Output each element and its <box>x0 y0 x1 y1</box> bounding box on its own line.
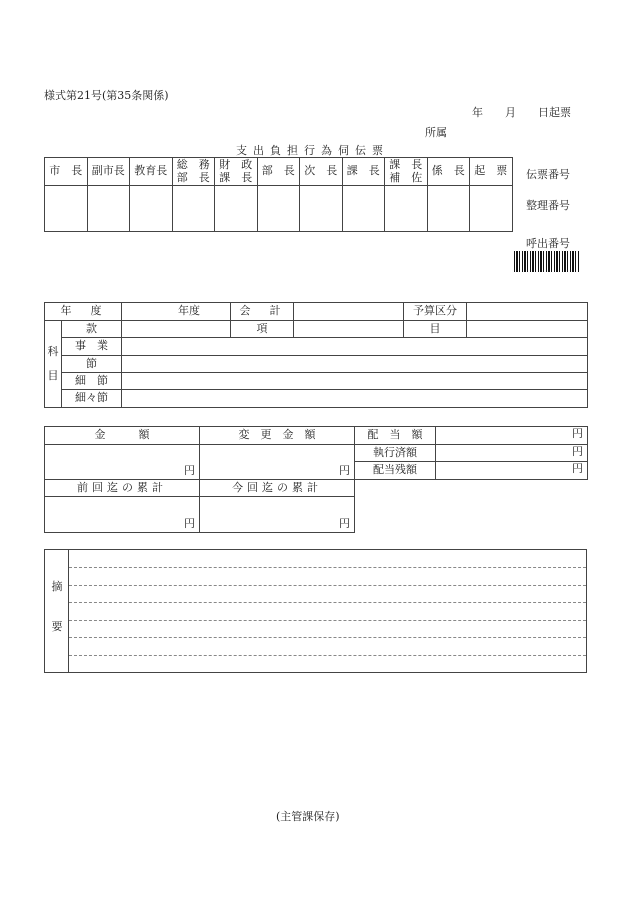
prev-total-field[interactable]: 円 <box>45 497 200 533</box>
barcode <box>514 251 580 272</box>
saisaisetsu-field[interactable] <box>122 390 588 408</box>
kou-field[interactable] <box>294 321 404 338</box>
change-amount-field[interactable]: 円 <box>200 445 355 480</box>
budget-class-label: 予算区分 <box>404 303 467 321</box>
page-title: 支出負担行為伺伝票 <box>236 144 389 157</box>
approval-col-label: 教育長 <box>130 158 173 186</box>
year-field[interactable]: 年度 <box>122 303 231 321</box>
saisetsu-field[interactable] <box>122 373 588 390</box>
executed-label: 執行済額 <box>355 445 436 462</box>
current-total-label: 今回迄の累計 <box>200 480 355 497</box>
subject-label: 科 目 <box>45 321 62 408</box>
saisaisetsu-label: 細々節 <box>62 390 122 408</box>
approval-col-label: 財 政 課 長 <box>215 158 258 186</box>
allotment-label: 配 当 額 <box>355 427 436 445</box>
reference-number-label: 整理番号 <box>526 199 570 212</box>
memo-line <box>69 655 586 656</box>
kou-label: 項 <box>231 321 294 338</box>
memo-label: 摘 要 <box>51 580 63 633</box>
approval-col-label: 課 長 <box>342 158 385 186</box>
kan-field[interactable] <box>122 321 231 338</box>
approval-stamp-cell[interactable] <box>45 186 88 232</box>
approval-stamp-cell[interactable] <box>342 186 385 232</box>
memo-line <box>69 585 586 586</box>
approval-stamp-cell[interactable] <box>385 186 428 232</box>
approval-col-label: 起 票 <box>470 158 513 186</box>
approval-col-label: 次 長 <box>300 158 343 186</box>
change-amount-label: 変 更 金 額 <box>200 427 355 445</box>
call-number-label: 呼出番号 <box>526 237 570 250</box>
memo-line <box>69 637 586 638</box>
prev-total-label: 前回迄の累計 <box>45 480 200 497</box>
approval-stamp-cell[interactable] <box>215 186 258 232</box>
jigyou-label: 事 業 <box>62 338 122 356</box>
approval-stamp-cell[interactable] <box>427 186 470 232</box>
setsu-label: 節 <box>62 356 122 373</box>
budget-class-field[interactable] <box>467 303 588 321</box>
setsu-field[interactable] <box>122 356 588 373</box>
approval-stamp-cell[interactable] <box>470 186 513 232</box>
approval-col-label: 部 長 <box>257 158 300 186</box>
approval-stamp-cell[interactable] <box>300 186 343 232</box>
kaikei-label: 会 計 <box>231 303 294 321</box>
footer-keep-note: (主管課保存) <box>276 810 340 823</box>
moku-field[interactable] <box>467 321 588 338</box>
kan-label: 款 <box>62 321 122 338</box>
approval-col-label: 市 長 <box>45 158 88 186</box>
executed-yen[interactable]: 円 <box>436 445 588 462</box>
memo-label-cell <box>45 550 69 672</box>
date-line: 年 月 日起票 <box>472 106 571 119</box>
remaining-label: 配当残額 <box>355 462 436 480</box>
approval-table <box>44 157 513 232</box>
approval-col-label: 課 長 補 佐 <box>385 158 428 186</box>
approval-col-label: 係 長 <box>427 158 470 186</box>
slip-number-label: 伝票番号 <box>526 168 570 181</box>
form-number: 様式第21号(第35条関係) <box>44 89 169 102</box>
amount-field[interactable]: 円 <box>45 445 200 480</box>
remaining-yen[interactable]: 円 <box>436 462 588 480</box>
approval-stamp-cell[interactable] <box>257 186 300 232</box>
affiliation-label: 所属 <box>425 126 447 139</box>
jigyou-field[interactable] <box>122 338 588 356</box>
amount-label: 金 額 <box>45 427 200 445</box>
memo-line <box>69 567 586 568</box>
kaikei-field[interactable] <box>294 303 404 321</box>
approval-stamp-cell[interactable] <box>87 186 130 232</box>
year-label: 年 度 <box>45 303 122 321</box>
saisetsu-label: 細 節 <box>62 373 122 390</box>
moku-label: 目 <box>404 321 467 338</box>
memo-box[interactable] <box>44 549 587 673</box>
memo-line <box>69 620 586 621</box>
approval-col-label: 総 務 部 長 <box>172 158 215 186</box>
approval-col-label: 副市長 <box>87 158 130 186</box>
current-total-field[interactable]: 円 <box>200 497 355 533</box>
approval-stamp-cell[interactable] <box>172 186 215 232</box>
account-table <box>44 302 588 408</box>
memo-line <box>69 602 586 603</box>
amount-table <box>44 426 588 533</box>
approval-stamp-cell[interactable] <box>130 186 173 232</box>
allotment-yen[interactable]: 円 <box>436 427 588 445</box>
